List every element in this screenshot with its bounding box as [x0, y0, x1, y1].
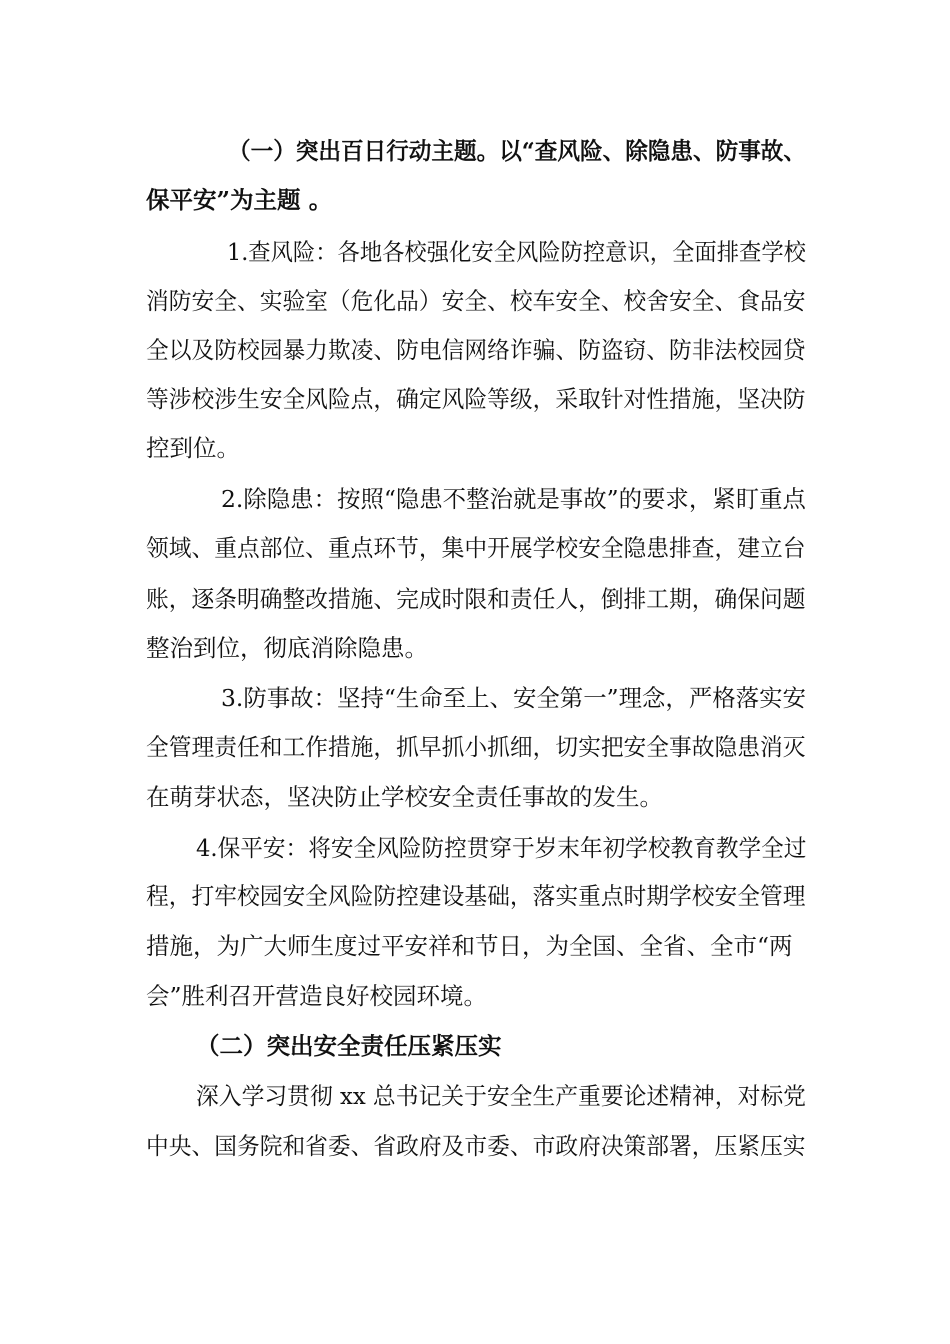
section2-line: 中央、国务院和省委、省政府及市委、市政府决策部署，压紧压实	[146, 1132, 806, 1160]
item3-line: 3.防事故：坚持“生命至上、安全第一”理念，严格落实安	[221, 684, 806, 712]
item1-line: 等涉校涉生安全风险点，确定风险等级，采取针对性措施，坚决防	[146, 385, 806, 413]
item4-line: 程，打牢校园安全风险防控建设基础，落实重点时期学校安全管理	[146, 882, 806, 910]
item2-line: 2.除隐患：按照“隐患不整治就是事故”的要求，紧盯重点	[221, 485, 806, 513]
item1-line: 1.查风险：各地各校强化安全风险防控意识，全面排查学校	[227, 238, 806, 266]
item4-line: 4.保平安：将安全风险防控贯穿于岁末年初学校教育教学全过	[196, 834, 807, 862]
item3-line: 在萌芽状态，坚决防止学校安全责任事故的发生。	[146, 783, 663, 811]
item3-line: 全管理责任和工作措施，抓早抓小抓细，切实把安全事故隐患消灭	[146, 733, 806, 761]
item2-line: 账，逐条明确整改措施、完成时限和责任人，倒排工期，确保问题	[146, 585, 806, 613]
item4-line: 措施，为广大师生度过平安祥和节日，为全国、全省、全市“两	[146, 932, 793, 960]
item4-line: 会”胜利召开营造良好校园环境。	[146, 982, 488, 1010]
section2-line: 深入学习贯彻 xx 总书记关于安全生产重要论述精神，对标党	[196, 1082, 806, 1110]
item2-line: 领域、重点部位、重点环节，集中开展学校安全隐患排查，建立台	[146, 534, 806, 562]
section1-heading-line1: （一）突出百日行动主题。以“查风险、除隐患、防事故、	[228, 137, 807, 165]
item1-line: 全以及防校园暴力欺凌、防电信网络诈骗、防盗窃、防非法校园贷	[146, 336, 806, 364]
section2-heading: （二）突出安全责任压紧压实	[196, 1032, 502, 1060]
item1-line: 控到位。	[146, 434, 240, 462]
item2-line: 整治到位，彻底消除隐患。	[146, 634, 428, 662]
section1-heading-line2: 保平安”为主题 。	[146, 186, 333, 214]
item1-line: 消防安全、实验室（危化品）安全、校车安全、校舍安全、食品安	[146, 287, 806, 315]
